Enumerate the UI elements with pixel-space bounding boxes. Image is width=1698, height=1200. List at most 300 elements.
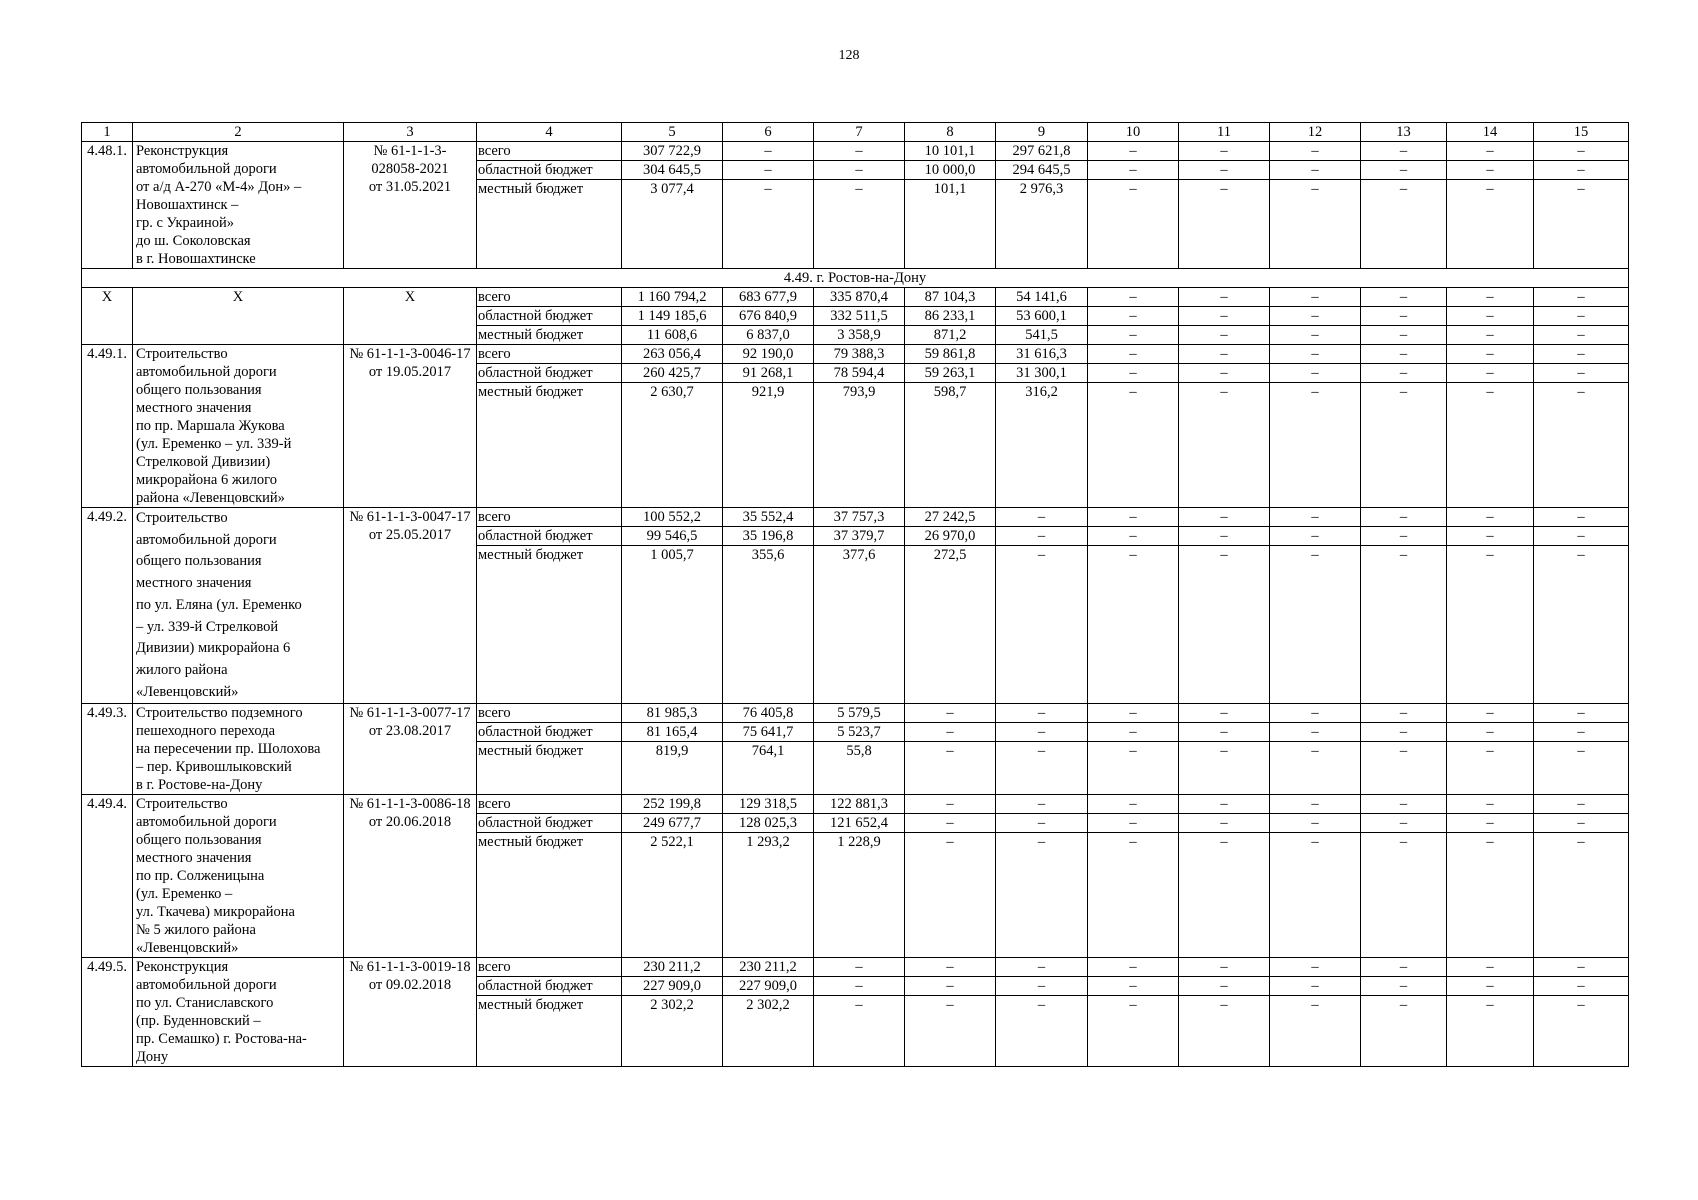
amount-cell: – [1361, 958, 1447, 977]
item-name-line: местного значения [136, 575, 252, 592]
amount-cell: 59 263,1 [905, 364, 996, 383]
amount-cell: – [1447, 142, 1534, 161]
amount-cell: 355,6 [723, 546, 814, 704]
amount-cell: – [1361, 546, 1447, 704]
document-ref [344, 142, 477, 269]
item-name [133, 704, 344, 795]
funding-source: всего [477, 958, 622, 977]
amount-cell: – [1088, 142, 1179, 161]
item-name-line: от а/д А-270 «М-4» Дон» – [136, 179, 302, 195]
item-name [133, 345, 344, 508]
funding-source: местный бюджет [477, 742, 622, 795]
amount-cell: 3 358,9 [814, 326, 905, 345]
item-name-line: на пересечении пр. Шолохова [136, 741, 321, 758]
amount-cell: – [1270, 977, 1361, 996]
amount-cell: – [1534, 814, 1629, 833]
item-name [133, 958, 344, 1067]
amount-cell: – [1179, 795, 1270, 814]
amount-cell: 541,5 [996, 326, 1088, 345]
funding-source: всего [477, 508, 622, 527]
funding-source: областной бюджет [477, 161, 622, 180]
amount-cell: – [1447, 508, 1534, 527]
amount-cell: – [1088, 742, 1179, 795]
header-cell: 15 [1534, 123, 1629, 142]
item-name-line: Строительство [136, 510, 228, 526]
funding-source: всего [477, 142, 622, 161]
section-title-row [82, 269, 1629, 288]
item-name-line: микрорайона 6 жилого [136, 472, 277, 488]
amount-cell: – [1088, 723, 1179, 742]
page-number: 128 [838, 48, 860, 63]
amount-cell: – [1361, 527, 1447, 546]
amount-cell: – [996, 958, 1088, 977]
amount-cell: 87 104,3 [905, 288, 996, 307]
header-cell: 7 [814, 123, 905, 142]
amount-cell: 75 641,7 [723, 723, 814, 742]
amount-cell: 122 881,3 [814, 795, 905, 814]
amount-cell: 2 630,7 [622, 383, 723, 508]
item-number: 4.49.3. [82, 704, 133, 795]
amount-cell: – [1534, 364, 1629, 383]
amount-cell: – [1361, 161, 1447, 180]
amount-cell: – [1270, 364, 1361, 383]
item-number: 4.49.5. [82, 958, 133, 1067]
header-cell: 6 [723, 123, 814, 142]
amount-cell: – [1179, 288, 1270, 307]
amount-cell: – [1270, 723, 1361, 742]
amount-cell: – [1447, 723, 1534, 742]
amount-cell: – [1270, 142, 1361, 161]
amount-cell: – [1088, 180, 1179, 269]
amount-cell: 129 318,5 [723, 795, 814, 814]
amount-cell: – [1088, 527, 1179, 546]
header-cell: 5 [622, 123, 723, 142]
item-name-line: автомобильной дороги [136, 161, 277, 177]
item-name-line: общего пользования [136, 553, 262, 570]
amount-cell: – [1179, 326, 1270, 345]
amount-cell: – [1270, 833, 1361, 958]
amount-cell: – [1179, 723, 1270, 742]
amount-cell: 1 293,2 [723, 833, 814, 958]
amount-cell: 307 722,9 [622, 142, 723, 161]
amount-cell: – [1270, 795, 1361, 814]
document-ref-line: № 61-1-1-3-0086-18 [349, 796, 471, 813]
amount-cell: – [1361, 307, 1447, 326]
amount-cell: 79 388,3 [814, 345, 905, 364]
amount-cell: – [996, 508, 1088, 527]
amount-cell: 10 000,0 [905, 161, 996, 180]
document-ref-line: от 20.06.2018 [368, 814, 452, 831]
amount-cell: 26 970,0 [905, 527, 996, 546]
amount-cell: – [1361, 704, 1447, 723]
item-name-line: (пр. Буденновский – [136, 1013, 261, 1030]
item-name-line: автомобильной дороги [136, 814, 277, 831]
amount-cell: – [1179, 546, 1270, 704]
amount-cell: – [996, 704, 1088, 723]
amount-cell: 1 160 794,2 [622, 288, 723, 307]
funding-source: областной бюджет [477, 977, 622, 996]
amount-cell: – [1270, 345, 1361, 364]
amount-cell: – [1447, 958, 1534, 977]
amount-cell: 683 677,9 [723, 288, 814, 307]
amount-cell: – [1179, 364, 1270, 383]
amount-cell: 5 579,5 [814, 704, 905, 723]
amount-cell: 2 302,2 [723, 996, 814, 1067]
amount-cell: – [1534, 142, 1629, 161]
funding-source: областной бюджет [477, 723, 622, 742]
amount-cell: – [814, 977, 905, 996]
amount-cell: – [1179, 383, 1270, 508]
amount-cell: 11 608,6 [622, 326, 723, 345]
amount-cell: – [1179, 508, 1270, 527]
item-name-line: в г. Ростове-на-Дону [136, 777, 263, 794]
amount-cell: – [1361, 833, 1447, 958]
item-name-line: общего пользования [136, 832, 262, 849]
document-ref-line: от 09.02.2018 [368, 977, 452, 994]
item-name-line: Реконструкция [136, 143, 229, 159]
header-cell: 10 [1088, 123, 1179, 142]
item-name-line: по ул. Еляна (ул. Еременко [136, 596, 302, 613]
amount-cell: – [1088, 833, 1179, 958]
document-ref [344, 345, 477, 508]
amount-cell: – [1534, 326, 1629, 345]
amount-cell: 304 645,5 [622, 161, 723, 180]
amount-cell: – [1447, 704, 1534, 723]
amount-cell: – [1088, 326, 1179, 345]
amount-cell: – [1534, 704, 1629, 723]
amount-cell: – [1534, 742, 1629, 795]
amount-cell: – [1088, 508, 1179, 527]
amount-cell: – [1361, 364, 1447, 383]
amount-cell: 227 909,0 [723, 977, 814, 996]
funding-source: всего [477, 345, 622, 364]
item-name-line: (ул. Еременко – [136, 886, 233, 903]
amount-cell: – [1534, 161, 1629, 180]
amount-cell: 871,2 [905, 326, 996, 345]
amount-cell: – [1270, 326, 1361, 345]
header-cell: 13 [1361, 123, 1447, 142]
amount-cell: 272,5 [905, 546, 996, 704]
amount-cell: – [1179, 958, 1270, 977]
amount-cell: 676 840,9 [723, 307, 814, 326]
amount-cell: – [1447, 364, 1534, 383]
amount-cell: 294 645,5 [996, 161, 1088, 180]
amount-cell: – [1179, 142, 1270, 161]
item-name-line: «Левенцовский» [136, 940, 239, 957]
item-name-line: пр. Семашко) г. Ростова-на- [136, 1031, 307, 1048]
section-title: 4.49. г. Ростов-на-Дону [82, 269, 1629, 288]
amount-cell: – [723, 161, 814, 180]
item-name-line: общего пользования [136, 382, 262, 398]
amount-cell: – [1270, 288, 1361, 307]
item-name-line: автомобильной дороги [136, 531, 277, 548]
amount-cell: – [1088, 345, 1179, 364]
document-ref-line: № 61-1-1-3-0019-18 [349, 959, 471, 976]
amount-cell: – [1179, 814, 1270, 833]
item-name-line: пешеходного перехода [136, 723, 276, 740]
amount-cell: – [1088, 814, 1179, 833]
amount-cell: – [905, 996, 996, 1067]
amount-cell: 101,1 [905, 180, 996, 269]
amount-cell: – [996, 742, 1088, 795]
amount-cell: – [1179, 996, 1270, 1067]
amount-cell: – [1088, 795, 1179, 814]
amount-cell: – [1361, 996, 1447, 1067]
amount-cell: 121 652,4 [814, 814, 905, 833]
funding-source: всего [477, 795, 622, 814]
header-cell: 9 [996, 123, 1088, 142]
funding-source: всего [477, 288, 622, 307]
item-name-line: № 5 жилого района [136, 922, 256, 939]
amount-cell: – [1179, 307, 1270, 326]
document-ref [344, 704, 477, 795]
amount-cell: 1 149 185,6 [622, 307, 723, 326]
item-name-line: Строительство [136, 346, 228, 362]
amount-cell: 377,6 [814, 546, 905, 704]
amount-cell: – [1534, 958, 1629, 977]
amount-cell: 10 101,1 [905, 142, 996, 161]
item-name-line: в г. Новошахтинске [136, 251, 256, 267]
amount-cell: – [1088, 546, 1179, 704]
amount-cell: – [1270, 383, 1361, 508]
amount-cell: – [1361, 288, 1447, 307]
funding-source: местный бюджет [477, 996, 622, 1067]
amount-cell: 35 552,4 [723, 508, 814, 527]
amount-cell: – [1361, 508, 1447, 527]
item-name [133, 508, 344, 704]
amount-cell: – [723, 142, 814, 161]
funding-source: областной бюджет [477, 814, 622, 833]
item-name-line: по пр. Солженицына [136, 868, 265, 885]
amount-cell: – [1270, 161, 1361, 180]
amount-cell: – [814, 996, 905, 1067]
amount-cell: – [1447, 814, 1534, 833]
amount-cell: – [1179, 742, 1270, 795]
funding-source: всего [477, 704, 622, 723]
amount-cell: – [1447, 742, 1534, 795]
header-cell: 1 [82, 123, 133, 142]
amount-cell: 598,7 [905, 383, 996, 508]
header-cell: 14 [1447, 123, 1534, 142]
amount-cell: – [1179, 527, 1270, 546]
funding-source: местный бюджет [477, 833, 622, 958]
header-cell: 11 [1179, 123, 1270, 142]
amount-cell: 92 190,0 [723, 345, 814, 364]
amount-cell: 6 837,0 [723, 326, 814, 345]
amount-cell: – [1361, 383, 1447, 508]
amount-cell: – [1534, 383, 1629, 508]
amount-cell: – [814, 142, 905, 161]
item-name-line: Строительство [136, 796, 228, 813]
amount-cell: – [1447, 546, 1534, 704]
amount-cell: – [996, 723, 1088, 742]
table-row [82, 704, 1629, 723]
item-name-line: Новошахтинск – [136, 197, 239, 213]
amount-cell: – [996, 546, 1088, 704]
header-cell: 4 [477, 123, 622, 142]
item-name-line: по ул. Станиславского [136, 995, 274, 1012]
amount-cell: – [996, 833, 1088, 958]
amount-cell: – [1361, 326, 1447, 345]
amount-cell: – [1270, 307, 1361, 326]
amount-cell: 35 196,8 [723, 527, 814, 546]
amount-cell: – [1447, 345, 1534, 364]
budget-table [81, 122, 1629, 1067]
amount-cell: 252 199,8 [622, 795, 723, 814]
amount-cell: – [1088, 704, 1179, 723]
amount-cell: 921,9 [723, 383, 814, 508]
document-ref-line: 028058-2021 [371, 161, 449, 177]
amount-cell: – [996, 996, 1088, 1067]
amount-cell: – [1447, 307, 1534, 326]
document-ref [344, 288, 477, 345]
item-name-line: (ул. Еременко – ул. 339-й [136, 436, 292, 452]
header-cell: 8 [905, 123, 996, 142]
amount-cell: – [1270, 508, 1361, 527]
amount-cell: 3 077,4 [622, 180, 723, 269]
amount-cell: – [1361, 977, 1447, 996]
amount-cell: – [1179, 833, 1270, 958]
item-name-line: Реконструкция [136, 959, 229, 976]
amount-cell: – [996, 795, 1088, 814]
amount-cell: – [1447, 833, 1534, 958]
table-row [82, 508, 1629, 527]
amount-cell: – [1179, 161, 1270, 180]
amount-cell: 1 228,9 [814, 833, 905, 958]
amount-cell: – [1270, 814, 1361, 833]
amount-cell: 1 005,7 [622, 546, 723, 704]
amount-cell: 2 302,2 [622, 996, 723, 1067]
amount-cell: – [1361, 345, 1447, 364]
item-name-line: местного значения [136, 850, 252, 867]
amount-cell: – [1534, 345, 1629, 364]
item-name [133, 288, 344, 345]
item-name-line: Дивизии) микрорайона 6 [136, 640, 291, 657]
amount-cell: – [1447, 977, 1534, 996]
amount-cell: – [1361, 723, 1447, 742]
header-row [82, 123, 1629, 142]
item-number: 4.49.2. [82, 508, 133, 704]
funding-source: областной бюджет [477, 364, 622, 383]
item-name-line: автомобильной дороги [136, 364, 277, 380]
amount-cell: – [1534, 546, 1629, 704]
item-name-line: – пер. Кривошлыковский [136, 759, 292, 776]
document-ref-line: от 31.05.2021 [368, 179, 452, 195]
amount-cell: 31 300,1 [996, 364, 1088, 383]
item-name-line: ул. Ткачева) микрорайона [136, 904, 295, 921]
item-name-line: Х [232, 289, 244, 305]
amount-cell: 100 552,2 [622, 508, 723, 527]
amount-cell: 297 621,8 [996, 142, 1088, 161]
amount-cell: 55,8 [814, 742, 905, 795]
header-cell: 2 [133, 123, 344, 142]
amount-cell: – [905, 704, 996, 723]
item-name-line: района «Левенцовский» [136, 490, 285, 506]
document-ref [344, 508, 477, 704]
amount-cell: – [1270, 180, 1361, 269]
amount-cell: 5 523,7 [814, 723, 905, 742]
amount-cell: 81 985,3 [622, 704, 723, 723]
amount-cell: – [1534, 527, 1629, 546]
amount-cell: 54 141,6 [996, 288, 1088, 307]
amount-cell: 59 861,8 [905, 345, 996, 364]
amount-cell: 335 870,4 [814, 288, 905, 307]
amount-cell: – [1361, 814, 1447, 833]
amount-cell: 31 616,3 [996, 345, 1088, 364]
amount-cell: – [1088, 364, 1179, 383]
amount-cell: – [996, 814, 1088, 833]
amount-cell: 81 165,4 [622, 723, 723, 742]
amount-cell: 260 425,7 [622, 364, 723, 383]
amount-cell: – [1179, 345, 1270, 364]
amount-cell: – [1534, 795, 1629, 814]
amount-cell: 316,2 [996, 383, 1088, 508]
item-name [133, 795, 344, 958]
amount-cell: – [1534, 723, 1629, 742]
document-ref-line: от 25.05.2017 [368, 527, 452, 543]
amount-cell: – [905, 958, 996, 977]
amount-cell: – [1361, 142, 1447, 161]
amount-cell: 227 909,0 [622, 977, 723, 996]
amount-cell: – [905, 833, 996, 958]
table-row [82, 288, 1629, 307]
item-number: Х [82, 288, 133, 345]
item-name-line: «Левенцовский» [136, 683, 239, 700]
amount-cell: – [1088, 977, 1179, 996]
item-name-line: – ул. 339-й Стрелковой [136, 618, 279, 635]
amount-cell: 99 546,5 [622, 527, 723, 546]
amount-cell: – [1361, 795, 1447, 814]
document-ref-line: № 61-1-1-3-0077-17 [349, 705, 471, 722]
amount-cell: – [1088, 996, 1179, 1067]
item-name [133, 142, 344, 269]
item-name-line: до ш. Соколовская [136, 233, 251, 249]
amount-cell: – [1534, 307, 1629, 326]
amount-cell: 2 522,1 [622, 833, 723, 958]
item-name-line: Строительство подземного [136, 705, 303, 722]
amount-cell: – [1179, 977, 1270, 996]
amount-cell: – [1534, 833, 1629, 958]
amount-cell: – [1447, 326, 1534, 345]
item-name-line: местного значения [136, 400, 252, 416]
amount-cell: – [814, 958, 905, 977]
amount-cell: – [1447, 996, 1534, 1067]
amount-cell: – [814, 161, 905, 180]
amount-cell: – [1270, 996, 1361, 1067]
item-name-line: жилого района [136, 661, 228, 678]
item-name-line: Стрелковой Дивизии) [136, 454, 271, 470]
amount-cell: – [1534, 180, 1629, 269]
amount-cell: – [905, 977, 996, 996]
amount-cell: 86 233,1 [905, 307, 996, 326]
amount-cell: – [905, 742, 996, 795]
amount-cell: – [905, 814, 996, 833]
amount-cell: – [1534, 508, 1629, 527]
amount-cell: 2 976,3 [996, 180, 1088, 269]
amount-cell: – [1361, 180, 1447, 269]
document-ref-line: № 61-1-1-3-0047-17 [349, 509, 471, 525]
amount-cell: – [1534, 996, 1629, 1067]
item-name-line: гр. с Украиной» [136, 215, 235, 231]
amount-cell: – [1270, 704, 1361, 723]
amount-cell: – [1534, 977, 1629, 996]
amount-cell: – [1447, 288, 1534, 307]
amount-cell: – [1270, 958, 1361, 977]
amount-cell: – [1447, 527, 1534, 546]
amount-cell: – [905, 795, 996, 814]
amount-cell: – [996, 977, 1088, 996]
amount-cell: 230 211,2 [622, 958, 723, 977]
